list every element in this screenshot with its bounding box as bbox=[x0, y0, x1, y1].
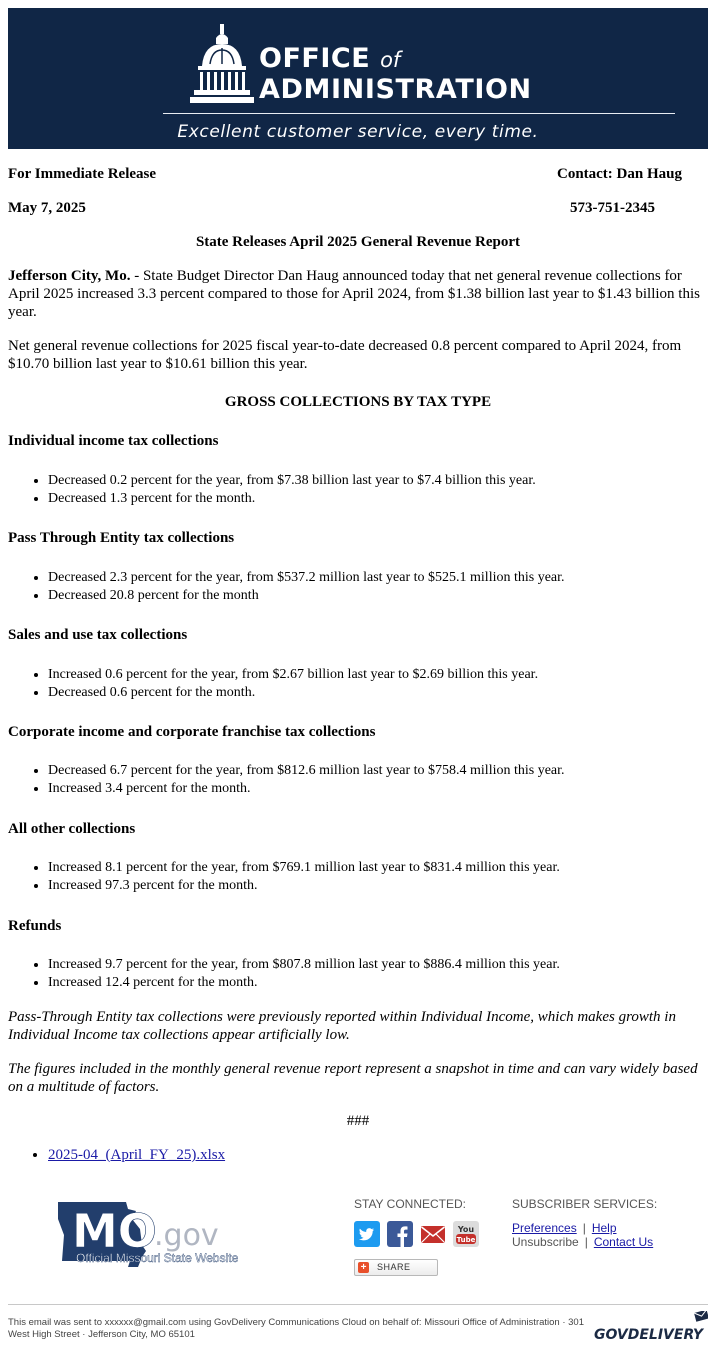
list-item: • Decreased 0.2 percent for the year, from $7.38 billion last year to $7.4 billion this year. bbox=[48, 472, 708, 490]
list-item: • Decreased 0.6 percent for the month. bbox=[48, 684, 708, 702]
stay-connected-label: STAY CONNECTED: bbox=[354, 1197, 467, 1211]
ytd-paragraph: Net general revenue collections for 2025 fiscal year-to-date decreased 0.8 percent compared to April 2024, from $10.70 billion last year to $10.61 billion this year. bbox=[8, 338, 682, 372]
list-item: • Increased 0.6 percent for the year, from $2.67 billion last year to $2.69 billion this year. bbox=[48, 666, 708, 684]
section-list bbox=[8, 569, 708, 605]
section-heading: Sales and use tax collections bbox=[8, 627, 188, 643]
section-heading: Individual income tax collections bbox=[8, 433, 219, 449]
release-date: May 7, 2025 bbox=[8, 200, 86, 216]
mo-gov-logo[interactable] bbox=[58, 1199, 268, 1269]
list-item: • Increased 8.1 percent for the year, from $769.1 million last year to $831.4 million this year. bbox=[48, 859, 708, 877]
header-banner bbox=[8, 8, 708, 149]
list-item: • Increased 97.3 percent for the month. bbox=[48, 877, 708, 895]
unsubscribe-link[interactable]: Unsubscribe bbox=[512, 1235, 579, 1249]
twitter-icon[interactable] bbox=[354, 1221, 380, 1247]
email-icon[interactable] bbox=[420, 1221, 446, 1247]
release-row-1 bbox=[8, 165, 698, 183]
mo-logo-gov: .gov bbox=[154, 1218, 219, 1253]
svg-text:You: You bbox=[457, 1225, 475, 1234]
subscriber-services-label: SUBSCRIBER SERVICES: bbox=[512, 1197, 658, 1211]
subscriber-links-row-1 bbox=[512, 1221, 617, 1235]
footer-fine-print: This email was sent to xxxxxx@gmail.com using GovDelivery Communications Cloud on behalf of: Missouri Office of Administration · 301 West High Street · Jefferson City, MO 65101 bbox=[8, 1317, 585, 1340]
contact-phone: 573-751-2345 bbox=[570, 200, 655, 216]
list-item: • Decreased 2.3 percent for the year, from $537.2 million last year to $525.1 million this year. bbox=[48, 569, 708, 587]
list-item: • Increased 3.4 percent for the month. bbox=[48, 780, 708, 798]
dateline: Jefferson City, Mo. bbox=[8, 268, 131, 284]
section-list bbox=[8, 666, 708, 702]
end-mark: ### bbox=[346, 1113, 370, 1129]
youtube-icon[interactable] bbox=[453, 1221, 479, 1247]
release-row-2 bbox=[8, 199, 698, 217]
note-paragraph: The figures included in the monthly general revenue report represent a snapshot in time and can vary widely based on a multitude of factors. bbox=[8, 1061, 698, 1095]
capitol-dome-icon bbox=[190, 24, 254, 108]
for-immediate-release: For Immediate Release bbox=[8, 166, 157, 182]
section-heading: Corporate income and corporate franchise tax collections bbox=[8, 724, 376, 740]
banner-office-text: OFFICE of bbox=[259, 43, 401, 74]
share-button[interactable] bbox=[354, 1259, 438, 1276]
section-list bbox=[8, 762, 708, 798]
mo-logo-caption: Official Missouri State Website bbox=[76, 1251, 239, 1265]
banner-divider bbox=[163, 113, 675, 114]
list-item: • Decreased 6.7 percent for the year, from $812.6 million last year to $758.4 million this year. bbox=[48, 762, 708, 780]
contact-us-link[interactable]: Contact Us bbox=[593, 1235, 654, 1249]
govdelivery-text: GOVDELIVERY bbox=[594, 1327, 704, 1343]
attachment-list bbox=[8, 1146, 708, 1164]
banner-administration-text: ADMINISTRATION bbox=[259, 74, 532, 105]
intro-paragraph bbox=[8, 267, 708, 321]
section-heading: Refunds bbox=[8, 918, 62, 934]
section-heading: Pass Through Entity tax collections bbox=[8, 530, 235, 546]
banner-tagline: Excellent customer service, every time. bbox=[177, 122, 539, 142]
attachment-link[interactable]: 2025-04_(April_FY_25).xlsx bbox=[48, 1147, 226, 1163]
help-link[interactable]: Help bbox=[591, 1221, 617, 1235]
note-paragraph: Pass-Through Entity tax collections were previously reported within Individual Income, which makes growth in Individual Income tax collections appear artificially low. bbox=[8, 1009, 676, 1043]
section-list bbox=[8, 472, 708, 508]
facebook-icon[interactable] bbox=[387, 1221, 413, 1247]
press-release-title: State Releases April 2025 General Revenue Report bbox=[195, 234, 521, 250]
list-item bbox=[48, 1146, 708, 1164]
share-label: SHARE bbox=[377, 1262, 411, 1272]
contact-name: Contact: Dan Haug bbox=[556, 166, 682, 182]
share-plus-icon: + bbox=[358, 1262, 369, 1273]
svg-text:Tube: Tube bbox=[456, 1236, 476, 1244]
govdelivery-logo[interactable] bbox=[594, 1311, 708, 1343]
gross-collections-heading: GROSS COLLECTIONS BY TAX TYPE bbox=[224, 394, 492, 410]
section-list bbox=[8, 956, 708, 992]
list-item: • Decreased 20.8 percent for the month bbox=[48, 587, 708, 605]
intro-text: - State Budget Director Dan Haug announced today that net general revenue collections for April 2025 increased 3.3 percent compared to those for April 2024, from $1.38 billion last year to $1.43 billion this year. bbox=[8, 268, 700, 320]
preferences-link[interactable]: Preferences bbox=[512, 1221, 577, 1235]
list-item: • Increased 9.7 percent for the year, from $807.8 million last year to $886.4 million this year. bbox=[48, 956, 708, 974]
mo-logo-main: MO bbox=[72, 1204, 157, 1258]
subscriber-links-row-2 bbox=[512, 1235, 653, 1249]
footer-divider bbox=[8, 1304, 708, 1305]
section-list bbox=[8, 859, 708, 895]
list-item: • Increased 12.4 percent for the month. bbox=[48, 974, 708, 992]
link-separator: | bbox=[582, 1221, 586, 1235]
link-separator: | bbox=[584, 1235, 588, 1249]
section-heading: All other collections bbox=[8, 821, 136, 837]
list-item: • Decreased 1.3 percent for the month. bbox=[48, 490, 708, 508]
